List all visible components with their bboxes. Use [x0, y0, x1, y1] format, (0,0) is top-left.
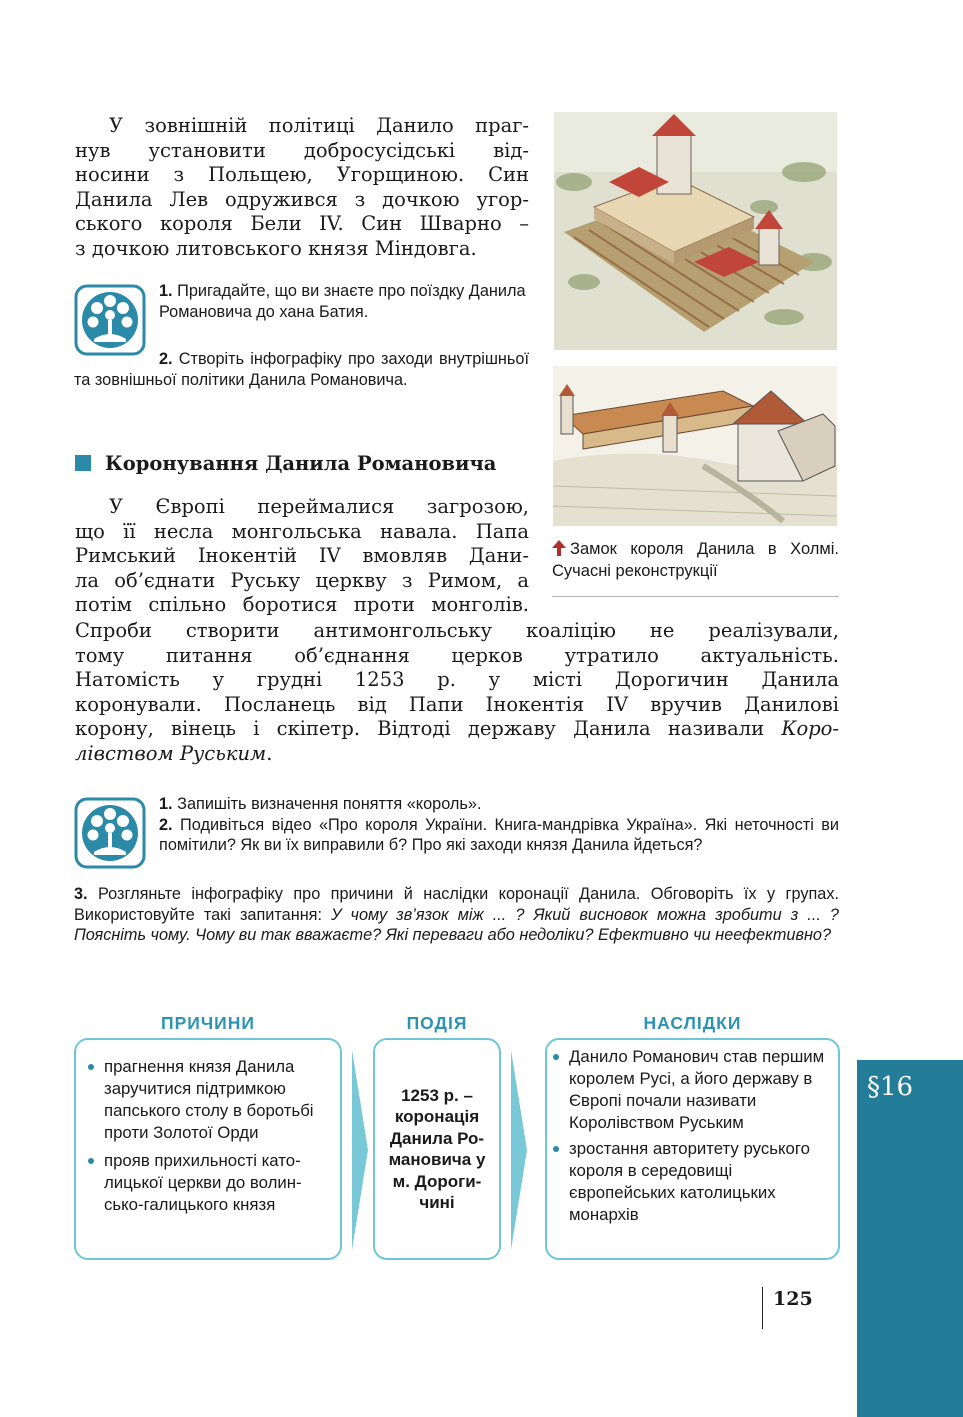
task-item: 2. Подивіться відео «Про короля України. Книга-мандрівка Україна». Які неточності ви помітили? Як ви їх виправили б? Про які заходи князя Данила йдеться? — [159, 815, 839, 854]
event-line: 1253 р. – — [401, 1085, 473, 1105]
intro-line: Данила Лев одружився з дочкою угор- — [75, 187, 529, 211]
main-line: Спроби створити антимонгольську коаліцію не реалізували, — [75, 619, 839, 642]
causes-box — [74, 1038, 342, 1260]
causes-title: ПРИЧИНИ — [161, 1013, 255, 1033]
event-title: ПОДІЯ — [406, 1013, 468, 1033]
task-item: 1. Пригадайте, що ви знаєте про поїздку Данила Романовича до хана Батия. — [159, 282, 526, 321]
main-line: лівством Руським. — [75, 741, 273, 765]
task-block-1-item-2 — [74, 349, 529, 390]
task-block-1 — [159, 281, 529, 322]
image-caption: Замок короля Данила в Холмі. Сучасні реконструкції — [552, 540, 839, 580]
event-line: коронація — [394, 1107, 480, 1126]
results-list — [547, 1046, 828, 1226]
main-line: що її несла монгольська навала. Папа — [75, 519, 529, 543]
main-line: корону, вінець і скіпетр. Відтоді державу Данила називали Коро- — [75, 717, 840, 740]
arrow-up-icon — [552, 540, 566, 556]
page-number: 125 — [773, 1288, 813, 1310]
event-box — [373, 1038, 501, 1260]
main-line: ла об’єднати Руську церкву з Римом, а — [75, 568, 529, 592]
main-line: Римський Інокентій IV вмовляв Дани- — [75, 544, 529, 567]
main-paragraph-wide — [75, 619, 839, 766]
main-line: У Європі переймалися загрозою, — [109, 495, 529, 518]
paragraph-number: §16 — [867, 1072, 914, 1102]
task-item: 1. Запишіть визначення поняття «король». — [159, 795, 482, 813]
castle-illustration-bottom — [553, 366, 837, 526]
task-item: 2. Створіть інфографіку про заходи внутрішньої та зовнішньої політики Данила Романовича. — [74, 350, 529, 389]
intro-line: нув установити добросусідські від- — [75, 138, 529, 162]
cause-item: прояв прихильності католицької церкви до волинсько-галицького князя — [82, 1150, 330, 1216]
intro-line: У зовнішній політиці Данило праг- — [109, 114, 529, 137]
event-line: чині — [419, 1193, 455, 1212]
event-line: мановича у — [388, 1150, 486, 1169]
caption-divider — [552, 596, 839, 597]
result-item: Данило Романович став першим королем Русі, а його державу в Європі почали називати Королівством Руським — [547, 1046, 828, 1134]
causes-list — [82, 1056, 330, 1216]
chevron-right-icon — [509, 1050, 529, 1255]
page-number-rule — [762, 1287, 763, 1329]
intro-line: ського короля Бели IV. Син Шварно – — [75, 212, 529, 235]
event-text — [389, 1085, 486, 1214]
results-box — [545, 1038, 840, 1260]
task-tree-icon — [74, 797, 146, 869]
chevron-right-icon — [350, 1050, 370, 1255]
main-line: коронували. Посланець від Папи Інокентія IV вручив Данилові — [75, 692, 839, 716]
heading-square-icon — [75, 455, 91, 471]
intro-line: з дочкою литовського князя Міндовга. — [75, 236, 477, 260]
results-title: НАСЛІДКИ — [643, 1013, 742, 1033]
task-block-2 — [159, 794, 839, 856]
section-heading: Коронування Данила Романовича — [75, 452, 496, 475]
chapter-side-tab — [857, 1060, 963, 1417]
task-tree-icon — [74, 284, 146, 356]
intro-line: носини з Польщею, Угорщиною. Син — [75, 163, 529, 186]
main-line: Натомість у грудні 1253 р. у місті Дорогичин Данила — [75, 668, 839, 691]
task-block-2-item-3 — [74, 884, 839, 946]
castle-illustration-top — [554, 112, 837, 350]
main-paragraph-narrow — [75, 495, 529, 618]
result-item: зростання авторитету руського короля в середовищі європейських католицьких монархів — [547, 1138, 828, 1226]
cause-item: прагнення князя Данила заручитися підтримкою папського столу в боротьбі проти Золотої Орди — [82, 1056, 330, 1144]
main-line: тому питання об’єднання церков утратило актуальність. — [75, 643, 839, 667]
event-line: Данила Ро- — [389, 1128, 485, 1148]
event-line: м. Дороги- — [392, 1171, 482, 1191]
main-line: потім спільно боротися проти монголів. — [75, 593, 529, 616]
task-item: 3. Розгляньте інфографіку про причини й наслідки коронації Данила. Обговоріть їх у групах. Використовуйте такі запитання: У чому зв’язок між ... ? Який висновок можна зробити з ... ? Поясніть чому. Чому ви так вважаєте? Які переваги або недоліки? Ефективно чи неефективно? — [74, 885, 839, 944]
intro-paragraph — [75, 114, 529, 261]
